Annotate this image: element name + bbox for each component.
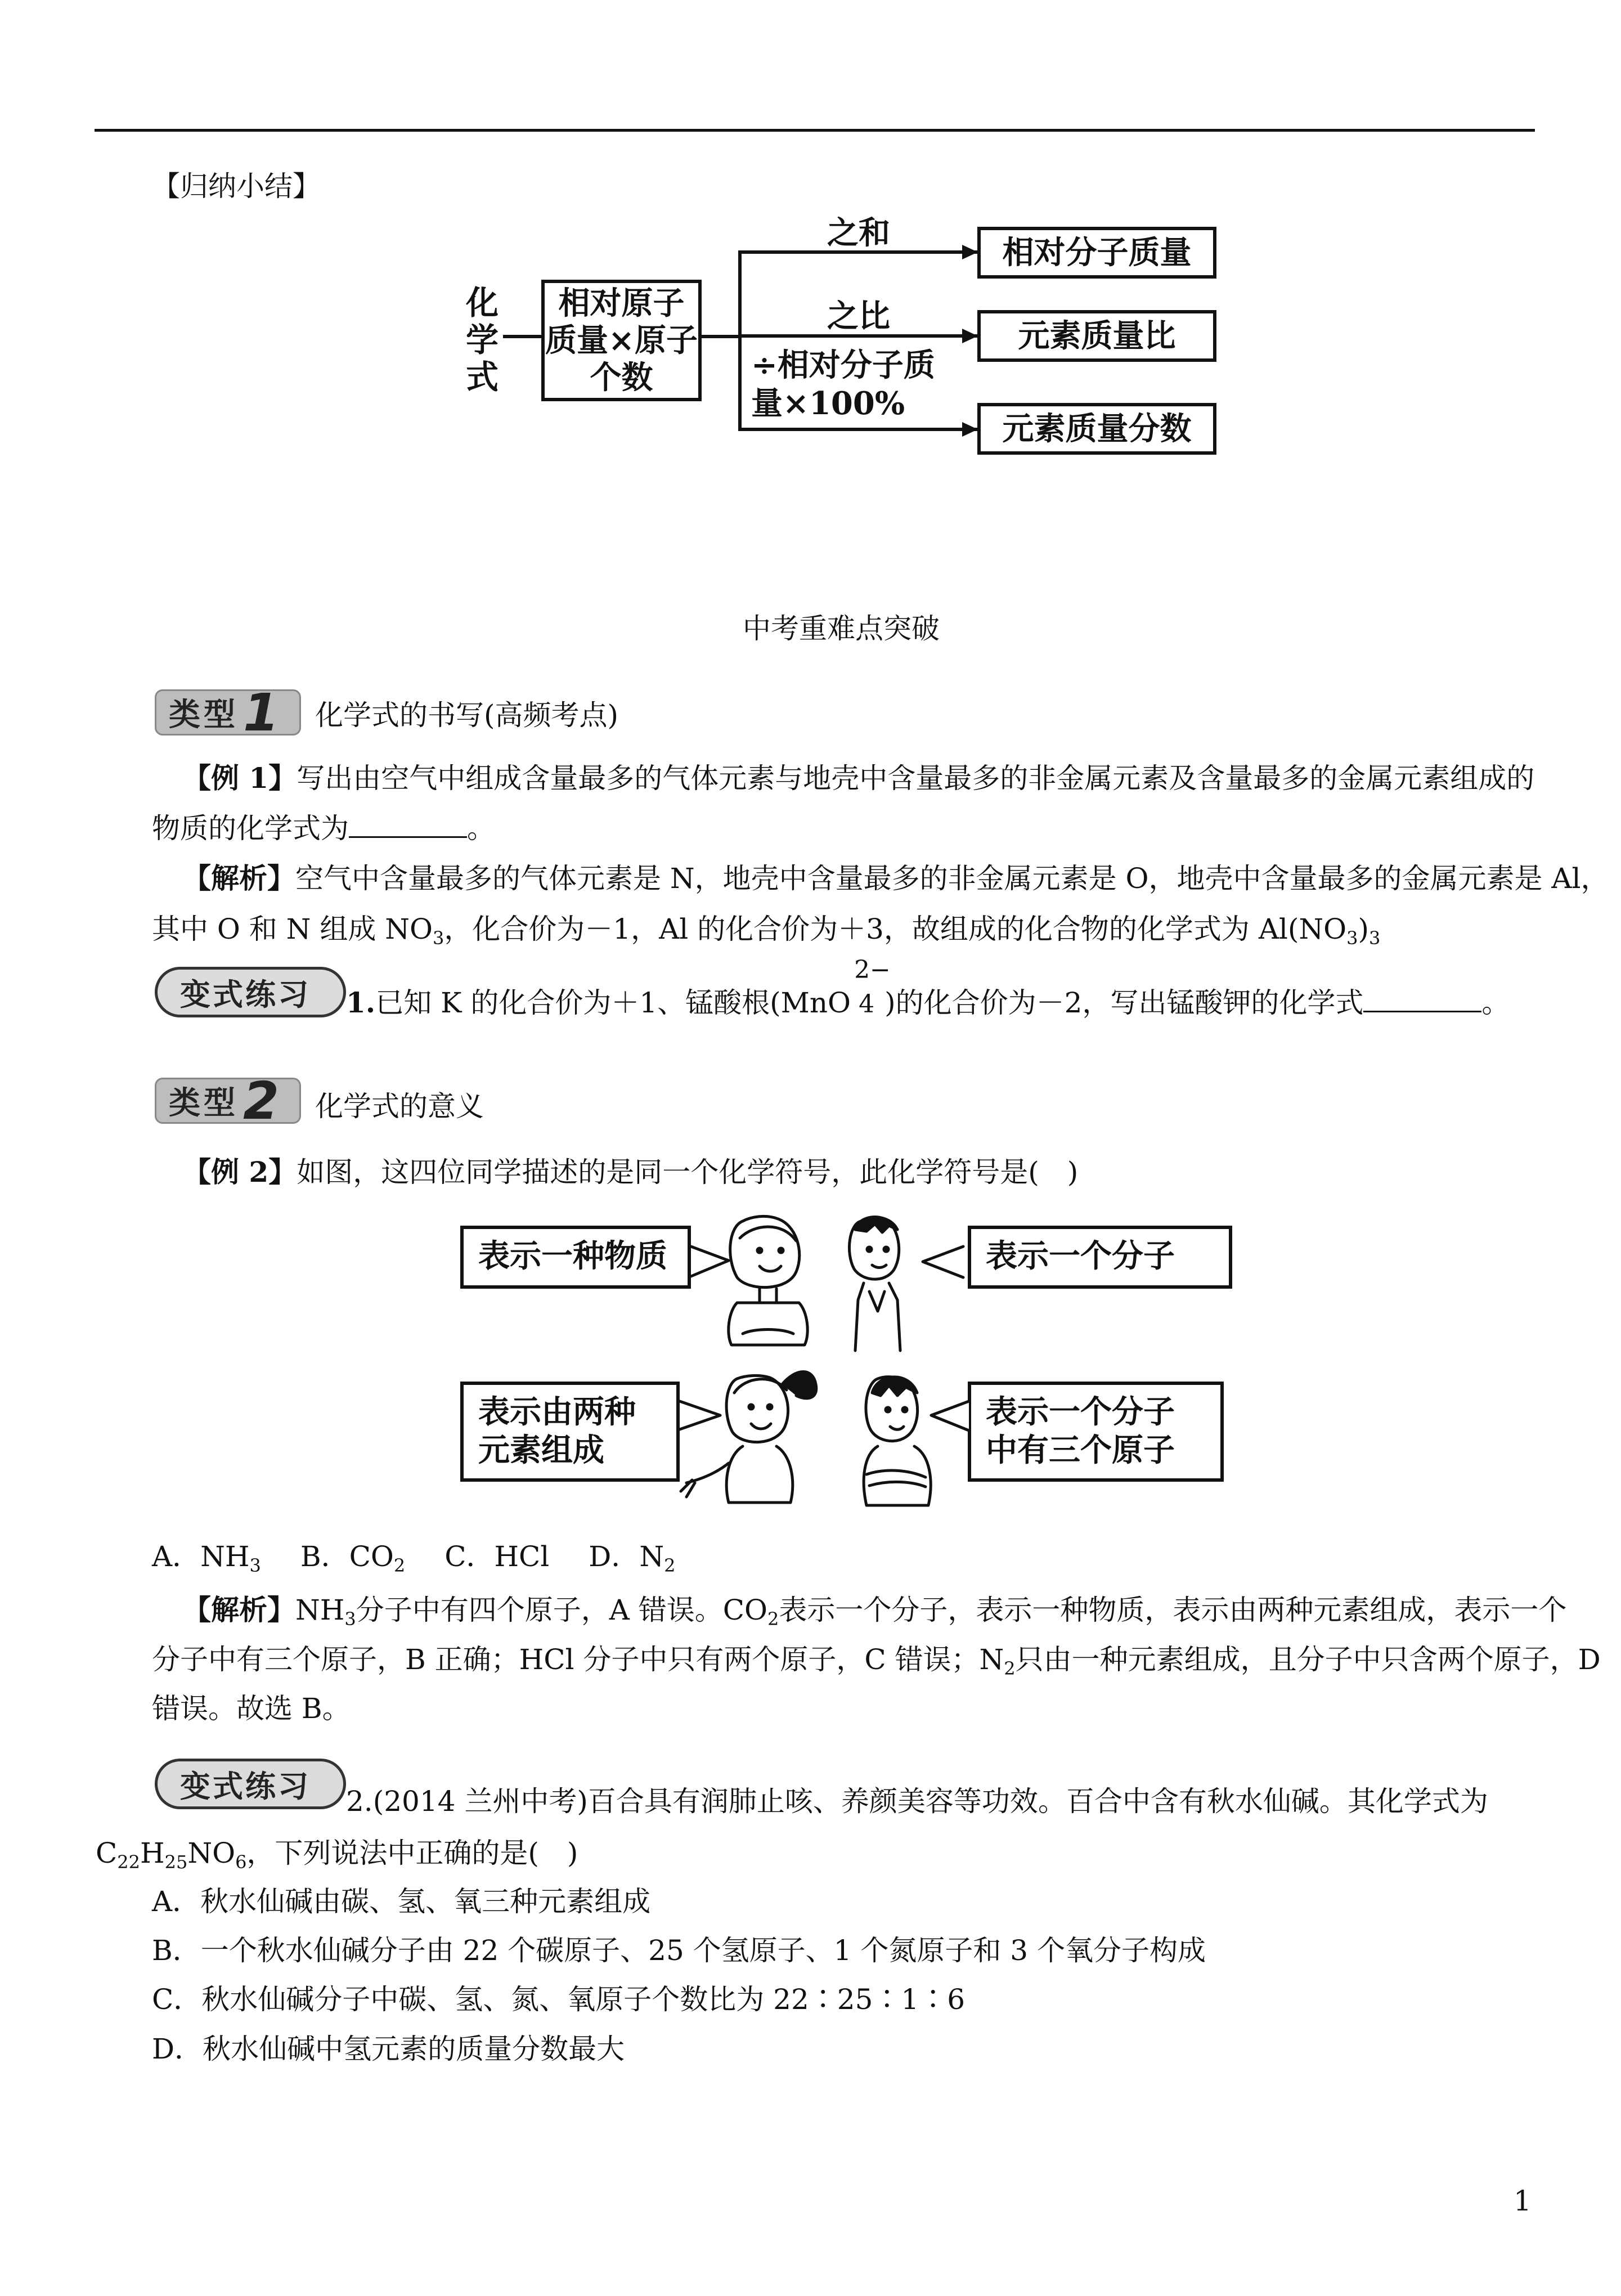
- analysis2-tag: 【解析】: [183, 1593, 295, 1626]
- option-b: B．CO: [300, 1540, 394, 1573]
- sub-22: 22: [117, 1851, 140, 1873]
- analysis2-line2: [152, 1642, 1601, 1677]
- sub-3b: 3: [1346, 927, 1358, 949]
- a2-sub2: 2: [767, 1608, 779, 1630]
- example2-options: [152, 1539, 676, 1574]
- analysis1-text1: 空气中含量最多的气体元素是 N，地壳中含量最多的非金属元素是 O，地壳中含量最多的金属元素是 Al，: [295, 862, 1609, 895]
- header-rule: [95, 129, 1535, 132]
- branch3-line: [738, 428, 977, 431]
- example1-text2: 物质的化学式为: [152, 812, 349, 845]
- example2-tag: 【例 2】: [183, 1155, 297, 1189]
- option-d-sub: 2: [664, 1555, 676, 1576]
- option-d: D．N: [589, 1540, 664, 1573]
- example1-text: 写出由空气中组成含量最多的气体元素与地壳中含量最多的非金属元素及含量最多的金属元素组成的: [297, 762, 1535, 795]
- type1-badge-text: 类型: [169, 697, 239, 733]
- example1-end: 。: [467, 812, 495, 845]
- result-relative-molecular-mass: 相对分子质量: [977, 227, 1216, 279]
- option-b-sub: 2: [393, 1555, 406, 1576]
- a2-l2a: 分子中有三个原子，B 正确；HCl 分子中只有两个原子，C 错误；N: [152, 1643, 1004, 1676]
- practice2-line2: [96, 1836, 578, 1871]
- charge-label: 2−: [854, 956, 891, 984]
- formula-c: C: [96, 1837, 118, 1869]
- a2-l1b: 分子中有四个原子，A 错误。CO: [356, 1594, 767, 1626]
- practice1-text-b: )的化合价为－2，写出锰酸钾的化学式: [884, 986, 1364, 1019]
- connector-line: [702, 335, 740, 338]
- analysis1-text2a: 其中 O 和 N 组成 NO: [152, 913, 433, 945]
- formula-h: H: [140, 1837, 165, 1869]
- analysis1-text2c: ): [1358, 913, 1369, 945]
- bubble-one-substance: 表示一种物质: [460, 1226, 691, 1289]
- result-element-mass-ratio: 元素质量比: [977, 310, 1216, 362]
- bubble-two-elements: 表示由两种元素组成: [460, 1382, 680, 1482]
- branch3-label: ÷相对分子质量×100%: [751, 347, 935, 422]
- practice2-pill: 变式练习: [155, 1759, 346, 1809]
- practice1-text-a: 已知 K 的化合价为＋1、锰酸根(MnO: [375, 986, 851, 1019]
- example2-text: 如图，这四位同学描述的是同一个化学符号，此化学符号是( ): [297, 1156, 1079, 1189]
- practice2-option-a: A．秋水仙碱由碳、氢、氧三种元素组成: [152, 1885, 651, 1918]
- type2-badge-number: 2: [243, 1070, 283, 1131]
- practice1-end: 。: [1481, 986, 1510, 1019]
- sub-6: 6: [235, 1851, 247, 1873]
- sub-3c: 3: [1369, 927, 1381, 949]
- analysis2-line1: [183, 1593, 1567, 1630]
- mno4-charge-group: [851, 956, 891, 1022]
- sub-4: 4: [859, 990, 875, 1019]
- bubble-three-atoms: 表示一个分子中有三个原子: [968, 1382, 1224, 1482]
- practice2-line1: 2.(2014 兰州中考)百合具有润肺止咳、养颜美容等功效。百合中含有秋水仙碱。其化学式为: [346, 1785, 1488, 1818]
- a2-sub3: 3: [344, 1608, 356, 1630]
- bubble-one-molecule: 表示一个分子: [968, 1226, 1232, 1289]
- answer-blank[interactable]: [349, 810, 467, 838]
- option-a-sub: 3: [249, 1555, 261, 1576]
- analysis1-tag: 【解析】: [183, 862, 295, 895]
- example2-line: [183, 1155, 1078, 1190]
- analysis1-line1: [183, 861, 1609, 896]
- result-element-mass-fraction: 元素质量分数: [977, 403, 1216, 455]
- summary-left-label: 化学式: [466, 284, 499, 396]
- practice1-pill: 变式练习: [155, 967, 346, 1017]
- type1-title: 化学式的书写(高频考点): [315, 699, 619, 732]
- type2-badge-text: 类型: [169, 1085, 239, 1122]
- analysis1-line2: [152, 912, 1380, 947]
- practice1-line: [346, 956, 1510, 1022]
- students-illustration: [675, 1199, 979, 1542]
- option-c: C．HCl: [444, 1540, 550, 1573]
- section-title: 中考重难点突破: [743, 612, 940, 645]
- option-a: A．NH: [152, 1540, 250, 1573]
- practice1-num: 1.: [346, 986, 376, 1019]
- sub-25: 25: [164, 1851, 188, 1873]
- type2-badge: [155, 1070, 301, 1131]
- a2-l1c: 表示一个分子，表示一种物质，表示由两种元素组成，表示一个: [779, 1594, 1567, 1626]
- a2-sub2b: 2: [1004, 1658, 1016, 1679]
- summary-heading: 【归纳小结】: [152, 170, 321, 203]
- vertical-bracket: [738, 250, 742, 430]
- type2-title: 化学式的意义: [315, 1090, 484, 1123]
- practice2-option-c: C．秋水仙碱分子中碳、氢、氮、氧原子个数比为 22∶25∶1∶6: [152, 1983, 966, 2016]
- example1-tag: 【例 1】: [183, 761, 297, 795]
- practice2-line2-rest: ，下列说法中正确的是( ): [246, 1837, 578, 1869]
- branch1-label: 之和: [827, 214, 890, 252]
- arrow-left-line: [503, 335, 542, 338]
- formula-no: NO: [187, 1837, 236, 1869]
- a2-l1a: NH: [295, 1594, 345, 1626]
- sub-3: 3: [432, 927, 444, 949]
- example1-line2: [152, 810, 495, 846]
- summary-center-box: 相对原子质量×原子个数: [541, 280, 702, 401]
- branch2-label: 之比: [827, 298, 890, 335]
- type1-badge: [155, 682, 301, 743]
- practice2-option-d: D．秋水仙碱中氢元素的质量分数最大: [152, 2033, 625, 2065]
- example1-line1: [183, 761, 1534, 796]
- answer-blank-2[interactable]: [1363, 985, 1481, 1012]
- analysis2-line3: 错误。故选 B。: [152, 1692, 351, 1725]
- a2-l2b: 只由一种元素组成，且分子中只含两个原子，D: [1015, 1643, 1601, 1676]
- analysis1-text2b: ，化合价为－1，Al 的化合价为＋3，故组成的化合物的化学式为 Al(NO: [444, 913, 1347, 945]
- type1-badge-number: 1: [243, 682, 283, 743]
- practice2-option-b: B．一个秋水仙碱分子由 22 个碳原子、25 个氢原子、1 个氮原子和 3 个氧分子构成: [152, 1934, 1206, 1967]
- page-number: 1: [1514, 2185, 1532, 2217]
